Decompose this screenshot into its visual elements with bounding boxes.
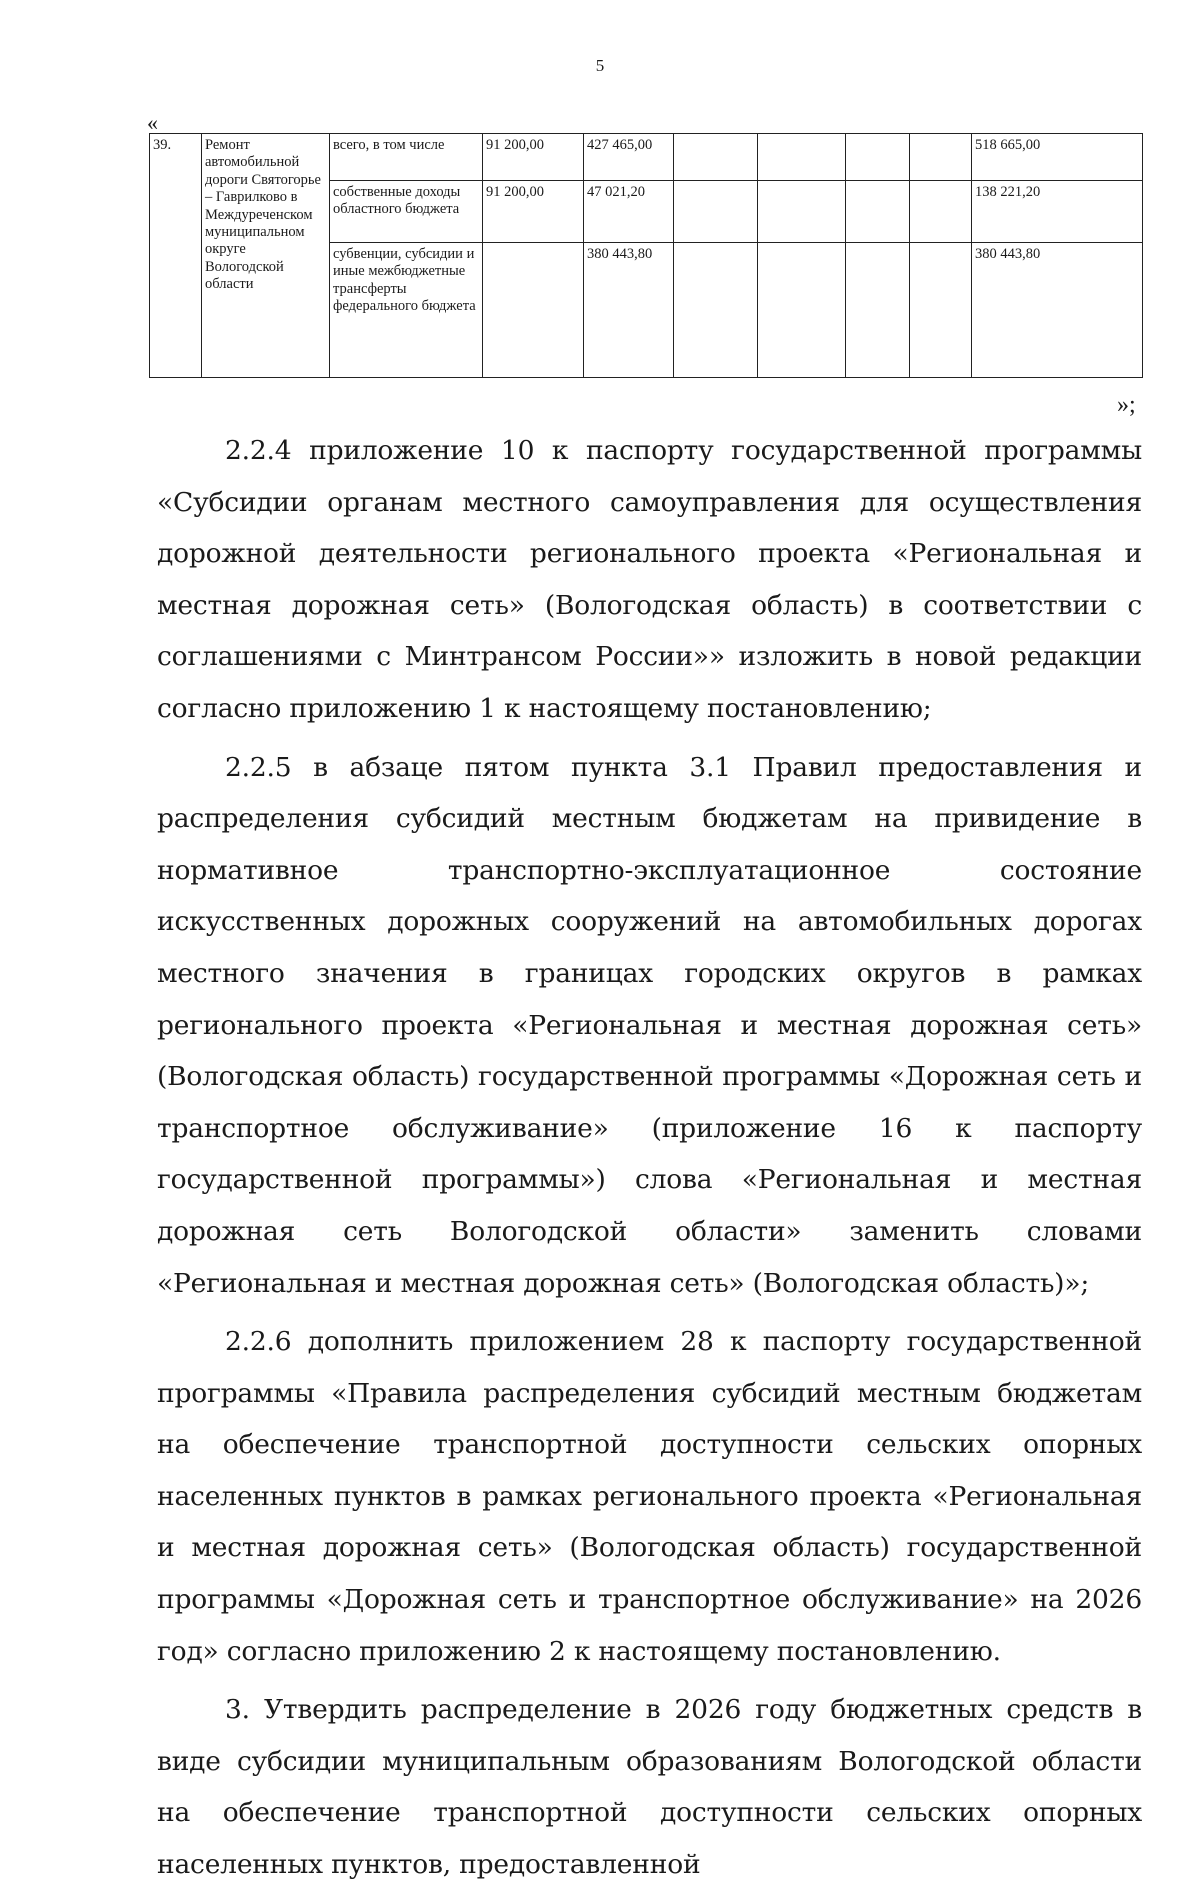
value-cell xyxy=(483,243,584,378)
value-cell xyxy=(758,243,846,378)
value-cell: 427 465,00 xyxy=(584,134,674,181)
source-cell: субвенции, субсидии и иные межбюджетные трансферты федерального бюджета xyxy=(330,243,483,378)
value-cell: 47 021,20 xyxy=(584,181,674,243)
value-cell: 380 443,80 xyxy=(584,243,674,378)
value-cell: 91 200,00 xyxy=(483,134,584,181)
total-cell: 518 665,00 xyxy=(972,134,1143,181)
object-name-cell: Ремонт автомобильной дороги Святогорье – Гаврилково в Междуреченском муниципальном округе Вологодской области xyxy=(202,134,330,378)
source-cell: собственные доходы областного бюджета xyxy=(330,181,483,243)
paragraph-2-2-6: 2.2.6 дополнить приложением 28 к паспорту государственной программы «Правила распределения субсидий местным бюджетам на обеспечение транспортной доступности сельских опорных населенных пунктов в рамках регионального проекта «Региональная и местная дорожная сеть» (Вологодская область) государственной программы «Дорожная сеть и транспортное обслуживание» на 2026 год» согласно приложению 2 к настоящему постановлению. xyxy=(157,1326,1142,1667)
value-cell xyxy=(846,243,910,378)
total-cell: 138 221,20 xyxy=(972,181,1143,243)
row-number-cell: 39. xyxy=(150,134,202,378)
source-cell: всего, в том числе xyxy=(330,134,483,181)
value-cell xyxy=(846,134,910,181)
paragraph-2-2-5: 2.2.5 в абзаце пятом пункта 3.1 Правил предоставления и распределения субсидий местным бюджетам на привидение в нормативное транспортно-эксплуатационное состояние искусственных дорожных сооружений на автомобильных дорогах местного значения в границах городских округов в рамках регионального проекта «Региональная и местная дорожная сеть» (Вологодская область) государственной программы «Дорожная сеть и транспортное обслуживание» (приложение 16 к паспорту государственной программы») слова «Региональная и местная дорожная сеть Вологодской области» заменить словами «Региональная и местная дорожная сеть» (Вологодская область)»; xyxy=(157,751,1142,1299)
value-cell xyxy=(674,134,758,181)
paragraph-2-2-4: 2.2.4 приложение 10 к паспорту государственной программы «Субсидии органам местного самоуправления для осуществления дорожной деятельности регионального проекта «Региональная и местная дорожная сеть» (Вологодская область) в соответствии с соглашениями с Минтрансом России»» изложить в новой редакции согласно приложению 1 к настоящему постановлению; xyxy=(157,435,1142,724)
value-cell xyxy=(910,243,972,378)
paragraph-3: 3. Утвердить распределение в 2026 году бюджетных средств в виде субсидии муниципальным образованиям Вологодской области на обеспечение транспортной доступности сельских опорных населенных пунктов, предоставленной xyxy=(157,1694,1142,1881)
value-cell xyxy=(910,181,972,243)
value-cell xyxy=(674,243,758,378)
budget-table xyxy=(149,133,1143,378)
document-body xyxy=(157,425,1142,1898)
value-cell xyxy=(846,181,910,243)
value-cell xyxy=(910,134,972,181)
value-cell xyxy=(758,181,846,243)
open-quote-mark: « xyxy=(147,110,158,135)
total-cell: 380 443,80 xyxy=(972,243,1143,378)
table-row xyxy=(150,134,1143,181)
page-number: 5 xyxy=(595,56,605,75)
value-cell: 91 200,00 xyxy=(483,181,584,243)
value-cell xyxy=(674,181,758,243)
close-quote-mark: »; xyxy=(1117,392,1136,418)
value-cell xyxy=(758,134,846,181)
